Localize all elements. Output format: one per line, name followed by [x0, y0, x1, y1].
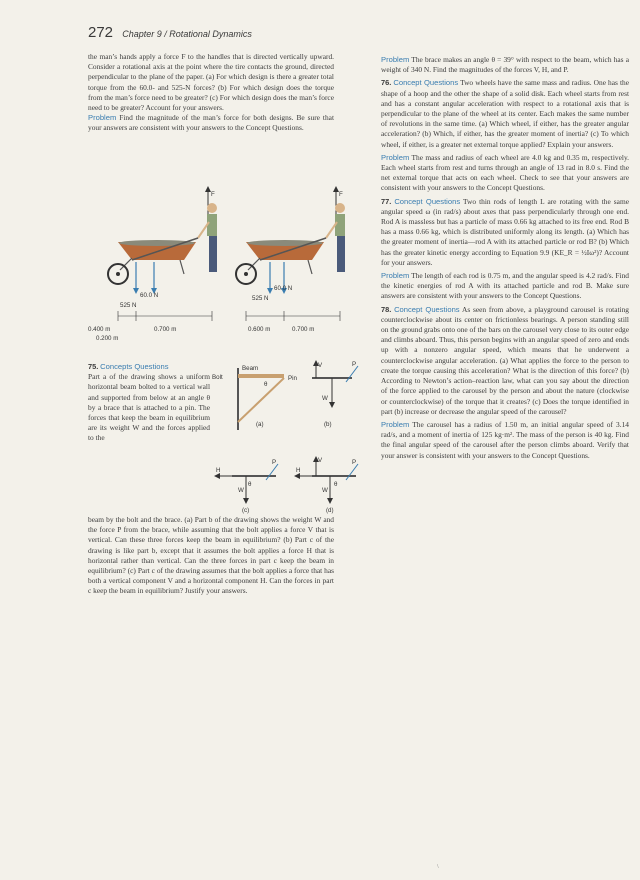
q75-text	[88, 362, 210, 444]
q75-label: Concepts Questions	[100, 362, 169, 371]
dim-0200-left: 0.200 m	[96, 335, 119, 342]
q75-problem-text: The brace makes an angle θ = 39° with respect to the beam, which has a weight of 340 N. Find the magnitudes of the forces V, H, and P.	[381, 55, 629, 75]
beam-figure	[212, 360, 362, 515]
q78	[381, 305, 629, 417]
P-label-b: P	[352, 361, 357, 368]
P-label-c: P	[272, 459, 277, 466]
page-number: 272	[88, 24, 114, 41]
page-header	[88, 24, 252, 41]
left-column	[88, 52, 334, 134]
problem-label: Problem	[88, 113, 117, 123]
H-label-c: H	[216, 467, 221, 474]
q75-number: 75.	[88, 362, 99, 371]
beam-part-b	[312, 360, 358, 428]
beam-label: Beam	[242, 365, 259, 372]
q77-problem	[381, 271, 629, 302]
P-label-d: P	[352, 459, 357, 466]
W-label-b: W	[322, 395, 328, 402]
q76-text: Two wheels have the same mass and radius. One has the shape of a hoop and the other the shape of a solid disk. Each wheel starts from rest and has a constant angular acceleration with respect to a rotational axis that is perpendicular to the plane of the wheel at its center. Each makes the same number of revolutions in the same time. (a) Which wheel, if either, has the greater angular acceleration? (b) Which, if either, has the greater moment of inertia? (c) To which wheel, if either, is a greater net external torque applied? Explain your answers.	[381, 78, 630, 149]
problem-label: Problem	[381, 152, 410, 162]
q77-label: Concept Questions	[394, 196, 461, 206]
bolt-label: Bolt	[212, 374, 223, 381]
problem-label: Problem	[381, 271, 410, 281]
weight-525N-left: 525 N	[120, 302, 137, 309]
beam-part-c	[214, 459, 278, 514]
q77-problem-text: The length of each rod is 0.75 m, and the angular speed is 4.2 rad/s. Find the kinetic energies of rod A with its attached particle and rod B. Make sure answers are consistent with your answers to the Concept Questions.	[381, 271, 629, 301]
part-a-label: (a)	[256, 421, 264, 428]
right-column	[381, 55, 629, 461]
q78-number: 78.	[381, 304, 392, 314]
q76-number: 76.	[381, 78, 392, 88]
q78-text: As seen from above, a playground carousel is rotating counterclockwise about its center on frictionless bearings. A person standing still on the ground grabs onto one of the bars on the carousel very close to its outer edge and climbs aboard. Thus, this person begins with an angular speed of zero and ends up with a nonzero angular speed, which means that he underwent a counterclockwise angular acceleration. (a) What applies the force to the person to create the torque causing this acceleration? What is the direction of this force? (b) According to Newton’s action–reaction law, what can you say about the direction of the force applied to the carousel by the person and about the nature (clockwise or counterclockwise) of the torque that it creates? (c) Does the torque identified in part (b) increase or decrease the angular speed of the carousel?	[381, 304, 629, 416]
q75-continuation: beam by the bolt and the brace. (a) Part b of the drawing shows the weight W and the force P from the brace, while assuming that the bolt applies a force V that is vertical. Can these three forces keep the beam in equilibrium? (b) Part c of the drawing is like part b, except that it assumes the bolt applies a force H that is horizontal rather than vertical. Can the three forces in part c keep the beam in equilibrium? (c) Part c of the drawing assumes that the bolt applies a force that has both a vertical component V and a horizontal component H. Can the forces in part c keep the beam in equilibrium? Justify your answers.	[88, 515, 334, 596]
q77-text: Two thin rods of length L are rotating with the same angular speed ω (in rad/s) about axes that pass perpendicularly through one end. Rod A is massless but has a particle of mass 0.66 kg attached to its free end. Rod B has a mass 0.66 kg, which is distributed uniformly along its length. (a) Which has the greater moment of inertia—rod A with its attached particle or rod B? (b) Which has the greater kinetic energy according to Equation 9.9 (KE_R = ½Iω²)? Account for your answers.	[381, 196, 629, 267]
wheelbarrow-figure	[88, 186, 348, 358]
stray-mark: \	[437, 864, 439, 870]
V-label-b: V	[318, 362, 323, 369]
W-label-d: W	[322, 487, 328, 494]
q77	[381, 197, 629, 268]
q78-problem-text: The carousel has a radius of 1.50 m, an initial angular speed of 3.14 rad/s, and a moment of inertia of 125 kg·m². The mass of the person is 40 kg. Find the final angular speed of the carousel after the person climbs aboard. Verify that your answer is consistent with your answers to the Concept Questions.	[381, 419, 629, 460]
H-label-d: H	[296, 467, 301, 474]
q74-problem-text: Find the magnitude of the man’s force for both designs. Be sure that your answers are consistent with your answers to the Concept Questions.	[88, 113, 334, 133]
q75-body: Part a of the drawing shows a uniform horizontal beam bolted to a vertical wall and supported from below at an angle θ by a brace that is attached to a pin. The forces that keep the beam in equilibrium are its weight W and the forces applied to the	[88, 372, 210, 443]
problem-label: Problem	[381, 419, 410, 429]
weight-60N-left: 60.0 N	[140, 292, 159, 299]
dim-0400-left: 0.400 m	[88, 326, 111, 333]
q76-problem	[381, 153, 629, 194]
weight-525N-right: 525 N	[252, 295, 269, 302]
wheelbarrow-design-right	[236, 186, 345, 333]
theta-label-d: θ	[334, 481, 338, 488]
q78-problem	[381, 420, 629, 461]
q76	[381, 78, 629, 149]
q74-continuation: the man’s hands apply a force F to the handles that is directed vertically upward. Consider a rotational axis at the point where the tire contacts the ground, directed perpendicular to the plane of the paper. (a) For which design is there a greater total torque from the 60.0- and 525-N forces? (b) For which design does the torque from the man’s force need to be greater? (c) For which design does the man’s force need to be greater? Account for your answers.	[88, 52, 334, 113]
q74-problem	[88, 113, 334, 133]
wheelbarrow-design-left	[88, 186, 217, 342]
beam-part-a	[212, 365, 298, 430]
problem-label: Problem	[381, 55, 410, 64]
V-label-d: V	[318, 457, 323, 464]
q75-problem	[381, 55, 629, 75]
chapter-title: Chapter 9 / Rotational Dynamics	[122, 29, 252, 39]
q76-problem-text: The mass and radius of each wheel are 4.0 kg and 0.35 m, respectively. Each wheel starts from rest and turns through an angle of 13 rad in 8.0 s. Find the net external torque that acts on each wheel. Check to see that your answers are consistent with your answers to the Concept Questions.	[381, 152, 629, 193]
dim-0600-right: 0.600 m	[248, 326, 271, 333]
pin-label: Pin	[288, 375, 297, 382]
theta-label-c: θ	[248, 481, 252, 488]
dim-0700-left: 0.700 m	[154, 326, 177, 333]
weight-60N-right: 60.0 N	[274, 285, 293, 292]
force-F-label-left: F	[211, 191, 215, 198]
part-c-label: (c)	[242, 507, 250, 514]
q76-label: Concept Questions	[393, 78, 459, 88]
q78-label: Concept Questions	[394, 304, 460, 314]
force-F-label-right: F	[339, 191, 343, 198]
W-label-c: W	[238, 487, 244, 494]
theta-label-a: θ	[264, 381, 268, 388]
beam-part-d	[294, 456, 358, 514]
q77-number: 77.	[381, 196, 392, 206]
part-b-label: (b)	[324, 421, 332, 428]
part-d-label: (d)	[326, 507, 334, 514]
dim-0700-right: 0.700 m	[292, 326, 315, 333]
